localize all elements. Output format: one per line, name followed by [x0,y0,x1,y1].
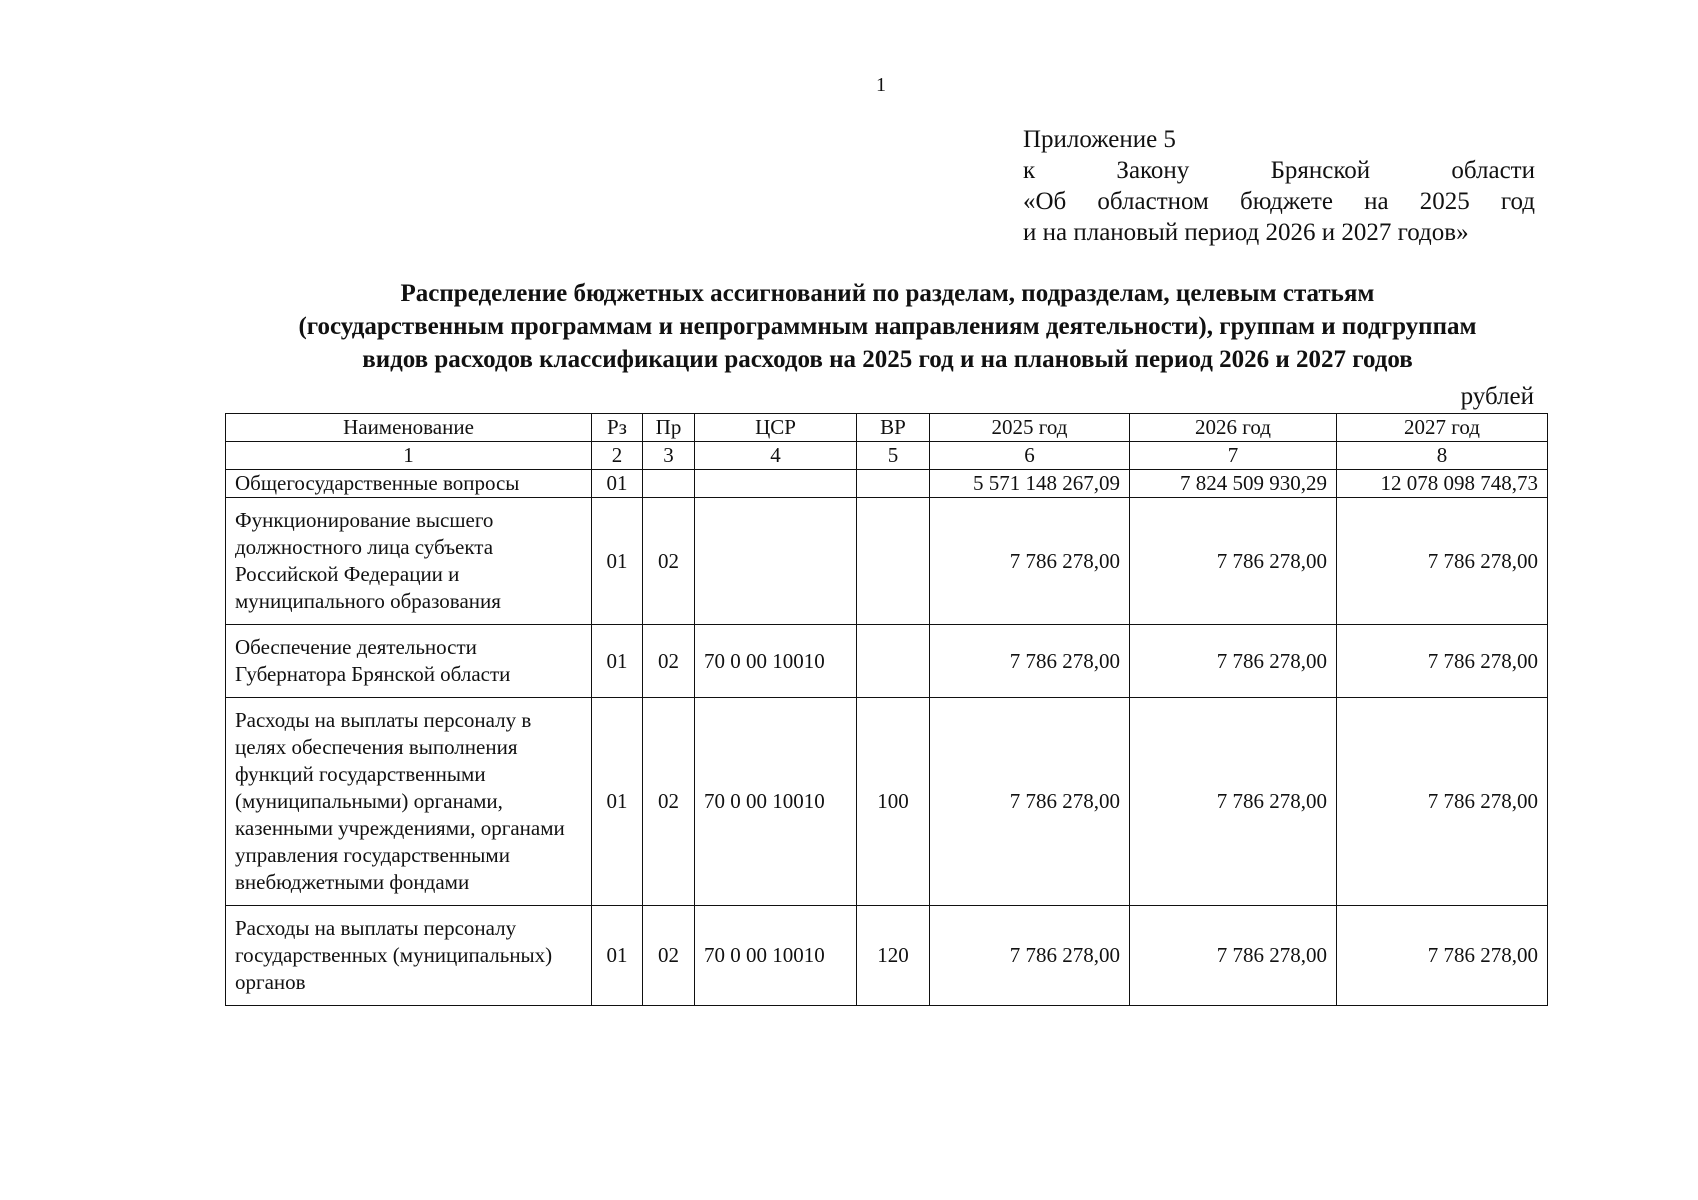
table-row [226,470,1548,498]
column-number: 8 [1337,442,1548,470]
cell-2025: 7 786 278,00 [930,625,1130,698]
header-csr: ЦСР [695,414,857,442]
cell-2026: 7 786 278,00 [1130,698,1337,906]
cell-2025: 7 786 278,00 [930,906,1130,1006]
cell-rz: 01 [592,698,643,906]
title-line-3: видов расходов классификации расходов на 2025 год и на плановый период 2026 и 2027 годов [362,346,1413,373]
cell-csr: 70 0 00 10010 [695,625,857,698]
title-line-1: Распределение бюджетных ассигнований по разделам, подразделам, целевым статьям [400,280,1375,307]
table-row [226,498,1548,625]
cell-vr [857,470,930,498]
cell-2027: 7 786 278,00 [1337,498,1548,625]
cell-2027: 7 786 278,00 [1337,698,1548,906]
cell-rz: 01 [592,470,643,498]
cell-2025: 7 786 278,00 [930,498,1130,625]
cell-csr [695,498,857,625]
cell-2027: 12 078 098 748,73 [1337,470,1548,498]
column-number-row [226,442,1548,470]
cell-2026: 7 786 278,00 [1130,906,1337,1006]
column-number: 6 [930,442,1130,470]
cell-csr [695,470,857,498]
cell-pr: 02 [643,498,695,625]
appendix-line-2: к Закону Брянской области [1023,157,1535,184]
header-2027: 2027 год [1337,414,1548,442]
header-vr: ВР [857,414,930,442]
cell-vr: 120 [857,906,930,1006]
page-number: 1 [876,74,886,96]
cell-pr: 02 [643,698,695,906]
cell-2027: 7 786 278,00 [1337,906,1548,1006]
units-label: рублей [1460,383,1534,410]
column-number: 4 [695,442,857,470]
column-number: 7 [1130,442,1337,470]
cell-name: Функционирование высшего должностного лица субъекта Российской Федерации и муниципального образования [226,498,592,625]
cell-csr: 70 0 00 10010 [695,906,857,1006]
cell-vr [857,498,930,625]
cell-vr [857,625,930,698]
table-row [226,625,1548,698]
table-row [226,698,1548,906]
document-title [200,277,1575,376]
table-row [226,906,1548,1006]
cell-csr: 70 0 00 10010 [695,698,857,906]
cell-rz: 01 [592,625,643,698]
cell-rz: 01 [592,906,643,1006]
cell-vr: 100 [857,698,930,906]
cell-name: Общегосударственные вопросы [226,470,592,498]
cell-2025: 5 571 148 267,09 [930,470,1130,498]
column-number: 1 [226,442,592,470]
cell-name: Обеспечение деятельности Губернатора Брянской области [226,625,592,698]
appendix-block [1023,124,1535,248]
column-number: 2 [592,442,643,470]
title-line-2: (государственным программам и непрограммным направлениям деятельности), группам и подгруппам [298,313,1477,340]
header-2025: 2025 год [930,414,1130,442]
cell-pr: 02 [643,625,695,698]
cell-2026: 7 786 278,00 [1130,625,1337,698]
appendix-line-4: и на плановый период 2026 и 2027 годов» [1023,219,1469,246]
cell-2025: 7 786 278,00 [930,698,1130,906]
budget-table [225,413,1548,1006]
cell-name: Расходы на выплаты персоналу государственных (муниципальных) органов [226,906,592,1006]
appendix-line-1: Приложение 5 [1023,126,1176,153]
cell-2026: 7 824 509 930,29 [1130,470,1337,498]
header-2026: 2026 год [1130,414,1337,442]
column-number: 5 [857,442,930,470]
header-name: Наименование [226,414,592,442]
cell-pr: 02 [643,906,695,1006]
table-header-row [226,414,1548,442]
header-pr: Пр [643,414,695,442]
cell-rz: 01 [592,498,643,625]
cell-name: Расходы на выплаты персоналу в целях обеспечения выполнения функций государственными (муниципальными) органами, казенными учреждениями, органами управления государственными внебюджетными фондами [226,698,592,906]
cell-2027: 7 786 278,00 [1337,625,1548,698]
column-number: 3 [643,442,695,470]
header-rz: Рз [592,414,643,442]
appendix-line-3: «Об областном бюджете на 2025 год [1023,188,1535,215]
cell-2026: 7 786 278,00 [1130,498,1337,625]
cell-pr [643,470,695,498]
